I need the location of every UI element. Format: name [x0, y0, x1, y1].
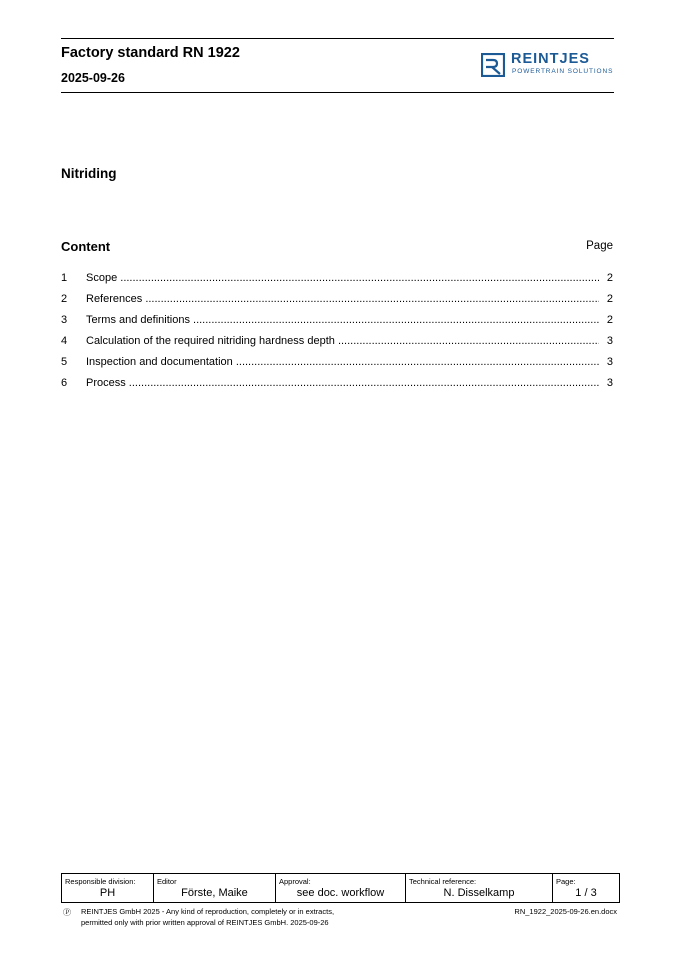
toc-entry-title: Scope .....	[86, 270, 599, 286]
toc-entry-number: 4	[61, 335, 68, 347]
document-date: 2025-09-26	[61, 71, 125, 85]
responsible-division-cell	[62, 874, 154, 902]
responsible-division-label: Responsible division:	[65, 877, 136, 886]
toc-entry-page: 2	[606, 314, 613, 326]
toc-entry-page: 3	[606, 335, 613, 347]
copyright-notice-line2: permitted only with prior written approval of REINTJES GmbH. 2025-09-26	[81, 918, 329, 927]
reintjes-logo-mark-icon	[481, 53, 505, 77]
toc-entry[interactable]	[61, 270, 613, 286]
company-logo	[481, 52, 615, 80]
toc-entry-number: 6	[61, 377, 68, 389]
toc-entry-title: Calculation of the required nitriding hardness depth .....	[86, 333, 599, 349]
toc-entry-number: 1	[61, 272, 68, 284]
toc-entry-title: Inspection and documentation .....	[86, 354, 599, 370]
technical-reference-label: Technical reference:	[409, 877, 477, 886]
technical-reference-cell	[406, 874, 553, 902]
toc-entry-page: 3	[606, 356, 613, 368]
logo-tagline: POWERTRAIN SOLUTIONS	[512, 68, 614, 75]
toc-entry-number: 3	[61, 314, 68, 326]
toc-heading: Content	[61, 239, 111, 254]
document-file-name: RN_1922_2025-09-26.en.docx	[514, 907, 617, 916]
toc-entry-page: 2	[606, 272, 613, 284]
technical-reference-value: N. Disselkamp	[443, 887, 515, 899]
toc-entry-number: 2	[61, 293, 68, 305]
toc-entry[interactable]	[61, 291, 613, 307]
approval-cell	[276, 874, 406, 902]
editor-cell	[154, 874, 276, 902]
header-bottom-rule	[61, 92, 614, 93]
logo-company-name: REINTJES	[511, 51, 590, 67]
copyright-icon: Ⓟ	[63, 908, 71, 917]
toc-entry-title: Terms and definitions .....	[86, 312, 599, 328]
toc-entry-page: 2	[606, 293, 613, 305]
header-top-rule	[61, 38, 614, 39]
toc-entry-title: References .....	[86, 291, 599, 307]
editor-value: Förste, Maike	[181, 887, 248, 899]
toc-entry[interactable]	[61, 375, 613, 391]
approval-label: Approval:	[279, 877, 311, 886]
document-title: Factory standard RN 1922	[61, 45, 240, 61]
footer-info-table	[61, 873, 620, 903]
toc-entry[interactable]	[61, 354, 613, 370]
toc-page-heading: Page	[586, 240, 613, 252]
editor-label: Editor	[157, 877, 177, 886]
toc-entry-number: 5	[61, 356, 68, 368]
toc-entry-title: Process .....	[86, 375, 599, 391]
document-subject: Nitriding	[61, 166, 117, 181]
toc-entry[interactable]	[61, 333, 613, 349]
responsible-division-value: PH	[99, 887, 116, 899]
page-label: Page:	[556, 877, 576, 886]
page-cell	[553, 874, 619, 902]
toc-entry-page: 3	[606, 377, 613, 389]
toc-entry[interactable]	[61, 312, 613, 328]
page-value: 1 / 3	[575, 887, 597, 899]
copyright-notice-line1: REINTJES GmbH 2025 - Any kind of reproduction, completely or in extracts,	[81, 907, 335, 916]
approval-value: see doc. workflow	[296, 887, 385, 899]
